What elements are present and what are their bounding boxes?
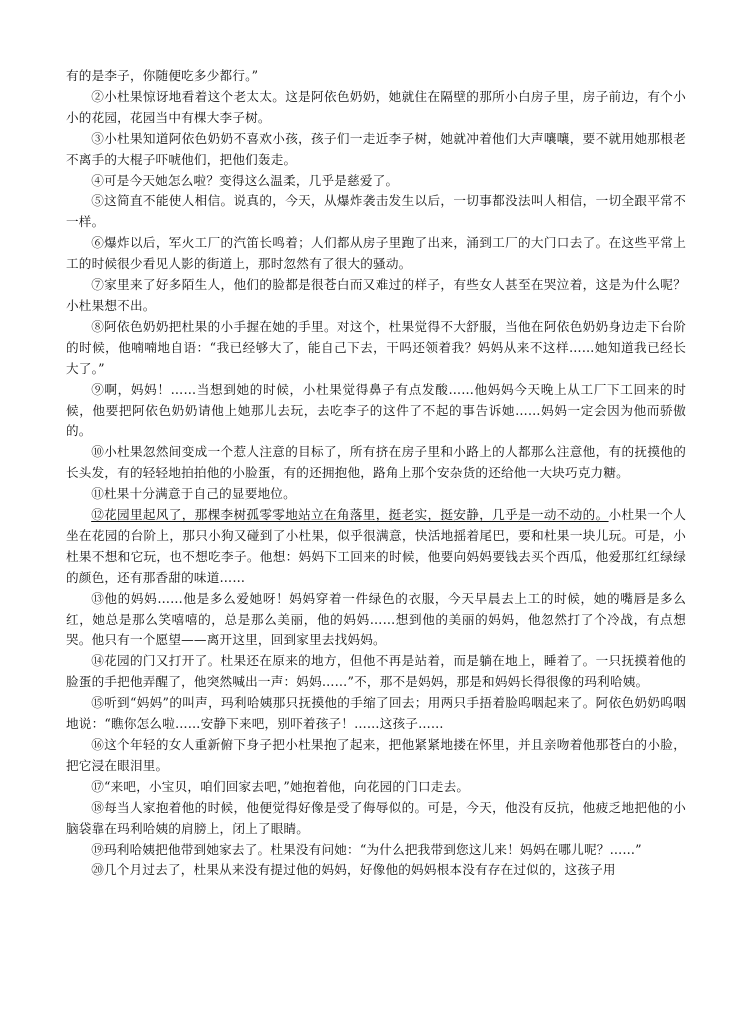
paragraph-7: ⑦家里来了好多陌生人，他们的脸都是很苍白而又难过的样子，有些女人甚至在哭泣着，这是为什么呢？小杜果想不出。 [66,277,686,313]
paragraph-9: ⑨啊，妈妈！……当想到她的时候，小杜果觉得鼻子有点发酸……他妈妈今天晚上从工厂下工回来的时候，他要把阿依色奶奶请他上她那儿去玩，去吃李子的这件了不起的事告诉她……妈妈一定会因为他而骄傲的。 [66,381,686,439]
paragraph-16: ⑯这个年轻的女人重新俯下身子把小杜果抱了起来，把他紧紧地搂在怀里，并且亲吻着他那苍白的小脸，把它浸在眼泪里。 [66,737,686,773]
paragraph-12-rest: 小杜果一个人坐在花园的台阶上，那只小狗又碰到了小杜果，似乎很满意，快活地摇着尾巴，要和杜果一块儿玩。可是，小杜果不想和它玩，也不想吃李子。他想：妈妈下工回来的时候，他要向妈妈要钱去买个西瓜，他爱那红红绿绿的颜色，还有那香甜的味道…… [66,507,687,585]
paragraph-17: ⑰“来吧，小宝贝，咱们回家去吧，”她抱着他，向花园的门口走去。 [91,778,470,794]
paragraph-4: ④可是今天她怎么啦？变得这么温柔，几乎是慈爱了。 [91,172,399,188]
paragraph-2: ②小杜果惊讶地看着这个老太太。这是阿依色奶奶，她就住在隔壁的那所小白房子里，房子前边，有个小小的花园，花园当中有棵大李子树。 [66,88,686,125]
paragraph-10: ⑩小杜果忽然间变成一个惹人注意的目标了，所有挤在房子里和小路上的人都那么注意他，有的抚摸他的长头发，有的轻轻地拍拍他的小脸蛋，有的还拥抱他，路角上那个安杂货的还给他一大块巧克力糖。 [66,444,686,481]
paragraph-19: ⑲玛利哈姨把他带到她家去了。杜果没有问她：“为什么把我带到您这儿来！妈妈在哪儿呢？……” [91,841,642,857]
underlined-sentence: ⑫花园里起风了，那棵李树孤零零地站立在角落里，挺老实，挺安静，几乎是一动不动的。 [91,507,609,523]
paragraph-8: ⑧阿依色奶奶把杜果的小手握在她的手里。对这个，杜果觉得不大舒服，当他在阿依色奶奶身边走下台阶的时候，他喃喃地自语：“我已经够大了，能自己下去，干吗还领着我？妈妈从来不这样……她知道我已经长大了。” [66,318,686,376]
paragraph-11: ⑪杜果十分满意于自己的显要地位。 [91,486,296,502]
paragraph-5: ⑤这简直不能使人相信。说真的，今天，从爆炸袭击发生以后，一切事都没法叫人相信，一切全跟平常不一样。 [66,193,686,230]
paragraph-6: ⑥爆炸以后，军火工厂的汽笛长鸣着；人们都从房子里跑了出来，涌到工厂的大门口去了。在这些平常上工的时候很少看见人影的街道上，那时忽然有了很大的骚动。 [66,235,686,272]
paragraph-13: ⑬他的妈妈……他是多么爱她呀！妈妈穿着一件绿色的衣服，今天早晨去上工的时候，她的嘴唇是多么红，她总是那么笑嘻嘻的，总是那么美丽，他的妈妈……想到他的美丽的妈妈，他忽然打了个冷战，有点想哭。他只有一个愿望——离开这里，回到家里去找妈妈。 [66,590,686,648]
paragraph-1: 有的是李子，你随便吃多少都行。” [66,68,259,83]
paragraph-3: ③小杜果知道阿依色奶奶不喜欢小孩，孩子们一走近李子树，她就冲着他们大声嚷嚷，要不就用她那根老不离手的大棍子吓唬他们，把他们轰走。 [66,130,686,167]
paragraph-14: ⑭花园的门又打开了。杜果还在原来的地方，但他不再是站着，而是躺在地上，睡着了。一只抚摸着他的脸蛋的手把他弄醒了，他突然喊出一声：妈妈……”不，那不是妈妈，那是和妈妈长得很像的玛利哈姨。 [66,653,686,690]
paragraph-18: ⑱每当人家抱着他的时候，他便觉得好像是受了侮辱似的。可是，今天，他没有反抗，他疲乏地把他的小脑袋靠在玛利哈姨的肩膀上，闭上了眼睛。 [66,799,686,836]
paragraph-15: ⑮听到“妈妈”的叫声，玛利哈姨那只抚摸他的手缩了回去；用两只手捂着脸呜咽起来了。阿依色奶奶呜咽地说：“瞧你怎么啦……安静下来吧，别吓着孩子！……这孩子…… [66,695,686,732]
paragraph-12 [66,505,686,589]
paragraph-20: ⑳几个月过去了，杜果从来没有提过他的妈妈，好像他的妈妈根本没有存在过似的，这孩子用 [91,862,616,878]
document-page [66,66,686,881]
